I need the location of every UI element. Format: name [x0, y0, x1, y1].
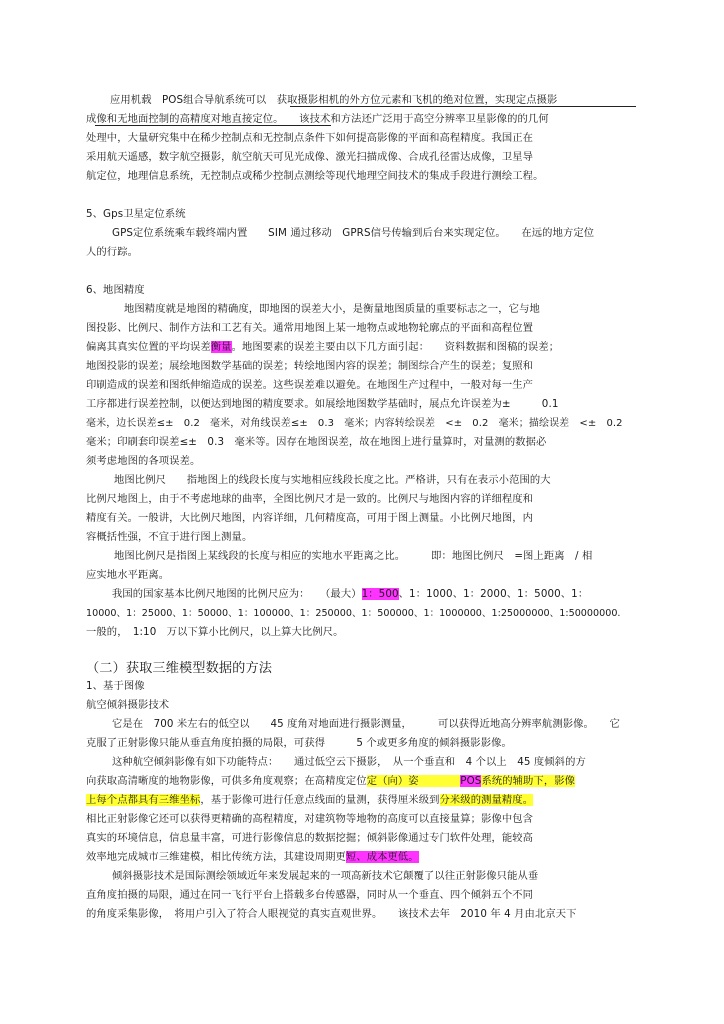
paragraph-line: 处理中，大量研究集中在稀少控制点和无控制点条件下如何提高影像的平面和高程精度。我国正在 [86, 132, 534, 144]
paragraph-line: 10000、1：25000、1：50000、1：100000、1：250000、1：500000、1：1000000、1:25000000、1:50000000. [86, 608, 621, 619]
section-heading: 5、Gps卫星定位系统 [86, 208, 186, 220]
paragraph-line: 容概括性强，不宜于进行图上测量。 [86, 531, 253, 543]
paragraph-line: 地图比例尺 指地图上的线段长度与实地相应线段长度之比。严格讲，只有在表示小范围的大 [114, 474, 551, 486]
paragraph-line: 克服了正射影像只能从垂直角度拍摄的局限，可获得 5 个或更多角度的倾斜摄影影像。 [86, 737, 512, 749]
paragraph-line: 一般的， 1:10 万以下算小比例尺，以上算大比例尺。 [86, 626, 344, 638]
paragraph-line: 地图投影的误差；展绘地图数学基础的误差；转绘地图内容的误差；制图综合产生的误差；复照和 [86, 360, 534, 372]
highlighted-text: 分米级的测量精度。 [439, 794, 534, 806]
highlighted-text: 1：500 [361, 588, 399, 600]
paragraph-line: 应用机载 POS组合导航系统可以 获取摄影相机的外方位元素和飞机的绝对位置，实现定点摄影 [110, 94, 558, 106]
highlighted-text: 系统的辅助下，影像 [481, 775, 576, 787]
subsection-heading: 航空倾斜摄影技术 [86, 699, 170, 711]
paragraph-line: 的角度采集影像， 将用户引入了符合人眼视觉的真实直观世界。 该技术去年 2010 年 4 月由北京天下 [86, 908, 577, 920]
highlighted-text: 定（向）姿 [366, 775, 461, 787]
paragraph-line: 向获取高清晰度的地物影像，可供多角度观察；在高精度定位定（向）姿 POS系统的辅助下，影像 [86, 775, 576, 787]
paragraph-line: 这种航空倾斜影像有如下功能特点： 通过低空云下摄影， 从一个垂直和 4 个以上 45 度倾斜的方 [112, 756, 586, 768]
paragraph-line: 相比正射影像它还可以获得更精确的高程精度，对建筑物等地物的高度可以直接量算；影像中包含 [86, 813, 534, 825]
section-heading: 6、地图精度 [86, 284, 145, 296]
highlighted-text: POS [460, 775, 482, 787]
paragraph-line: 地图比例尺是指图上某线段的长度与相应的实地水平距离之比。 即：地图比例尺 =图上距离 / 相 [114, 550, 593, 562]
highlighted-text: 短、成本更低。 [345, 851, 419, 863]
paragraph-line: 应实地水平距离。 [86, 569, 170, 581]
paragraph-line: 毫米；印刷套印误差≤± 0.3 毫米等。因存在地图误差，故在地图上进行量算时，对量测的数据必 [86, 436, 547, 448]
section-heading: 1、基于图像 [86, 680, 145, 692]
paragraph-line: 工序都进行误差控制，以便达到地图的精度要求。如展绘地图数学基础时，展点允许误差为± 0.1 [86, 398, 559, 410]
highlighted-text: 衡量 [210, 341, 232, 353]
paragraph-line: 须考虑地图的各项误差。 [86, 455, 201, 467]
paragraph-line: 效率地完成城市三维建模，相比传统方法，其建设周期更短、成本更低。 [86, 851, 419, 863]
paragraph-line: 它是在 700 米左右的低空以 45 度角对地面进行摄影测量， 可以获得近地高分辨率航测影像。 它 [112, 718, 620, 730]
paragraph-line: 真实的环境信息，信息量丰富，可进行影像信息的数据挖掘；倾斜影像通过专门软件处理，能较高 [86, 832, 534, 844]
paragraph-line: 精度有关。一般讲，大比例尺地图，内容详细，几何精度高，可用于图上测量。小比例尺地图，内 [86, 512, 534, 524]
paragraph-line: 采用航天遥感，数字航空摄影，航空航天可见光成像、激光扫描成像、合成孔径雷达成像，卫星导 [86, 151, 534, 163]
paragraph-line: 航定位，地理信息系统，无控制点或稀少控制点测绘等现代地理空间技术的集成手段进行测绘工程。 [86, 170, 544, 182]
paragraph-line: 地图精度就是地图的精确度，即地图的误差大小，是衡量地图质量的重要标志之一，它与地 [124, 303, 540, 315]
paragraph-line: GPS定位系统乘车载终端内置 SIM 通过移动 GPRS信号传输到后台来实现定位。 在远的地方定位 [112, 227, 595, 239]
paragraph-line: 印刷造成的误差和图纸伸缩造成的误差。这些误差难以避免。在地图生产过程中，一般对每一生产 [86, 379, 534, 391]
paragraph-line: 人的行踪。 [86, 246, 138, 258]
paragraph-line: 上每个点都具有三维坐标，基于影像可进行任意点线面的量测，获得厘米级到分米级的测量精度。 [86, 794, 534, 806]
chapter-heading: （二）获取三维模型数据的方法 [86, 661, 273, 676]
paragraph-line: 毫米，边长误差≤± 0.2 毫米，对角线误差≤± 0.3 毫米；内容转绘误差 <± 0.2 毫米；描绘误差 <± 0.2 [86, 418, 623, 429]
paragraph-line: 我国的国家基本比例尺地图的比例尺应为： （最大）1：500、1：1000、1：2000、1：5000、1： [112, 588, 589, 600]
paragraph-line: 偏离其真实位置的平均误差衡量。地图要素的误差主要由以下几方面引起： 资料数据和图稿的误差； [86, 341, 560, 353]
paragraph-line: 直角度拍摄的局限，通过在同一飞行平台上搭载多台传感器，同时从一个垂直、四个倾斜五个不同 [86, 889, 534, 901]
underline-rule [290, 106, 636, 107]
highlighted-text: 上每个点都具有三维坐标 [86, 794, 201, 806]
paragraph-line: 比例尺地图上，由于不考虑地球的曲率，全图比例尺才是一致的。比例尺与地图内容的详细程度和 [86, 493, 534, 505]
paragraph-line: 图投影、比例尺、制作方法和工艺有关。通常用地图上某一地物点或地物轮廓点的平面和高程位置 [86, 322, 534, 334]
paragraph-line: 倾斜摄影技术是国际测绘领域近年来发展起来的一项高新技术它颠覆了以往正射影像只能从垂 [112, 870, 539, 882]
paragraph-line: 成像和无地面控制的高精度对地直接定位。 该技术和方法还广泛用于高空分辨率卫星影像的的几何 [86, 113, 549, 125]
